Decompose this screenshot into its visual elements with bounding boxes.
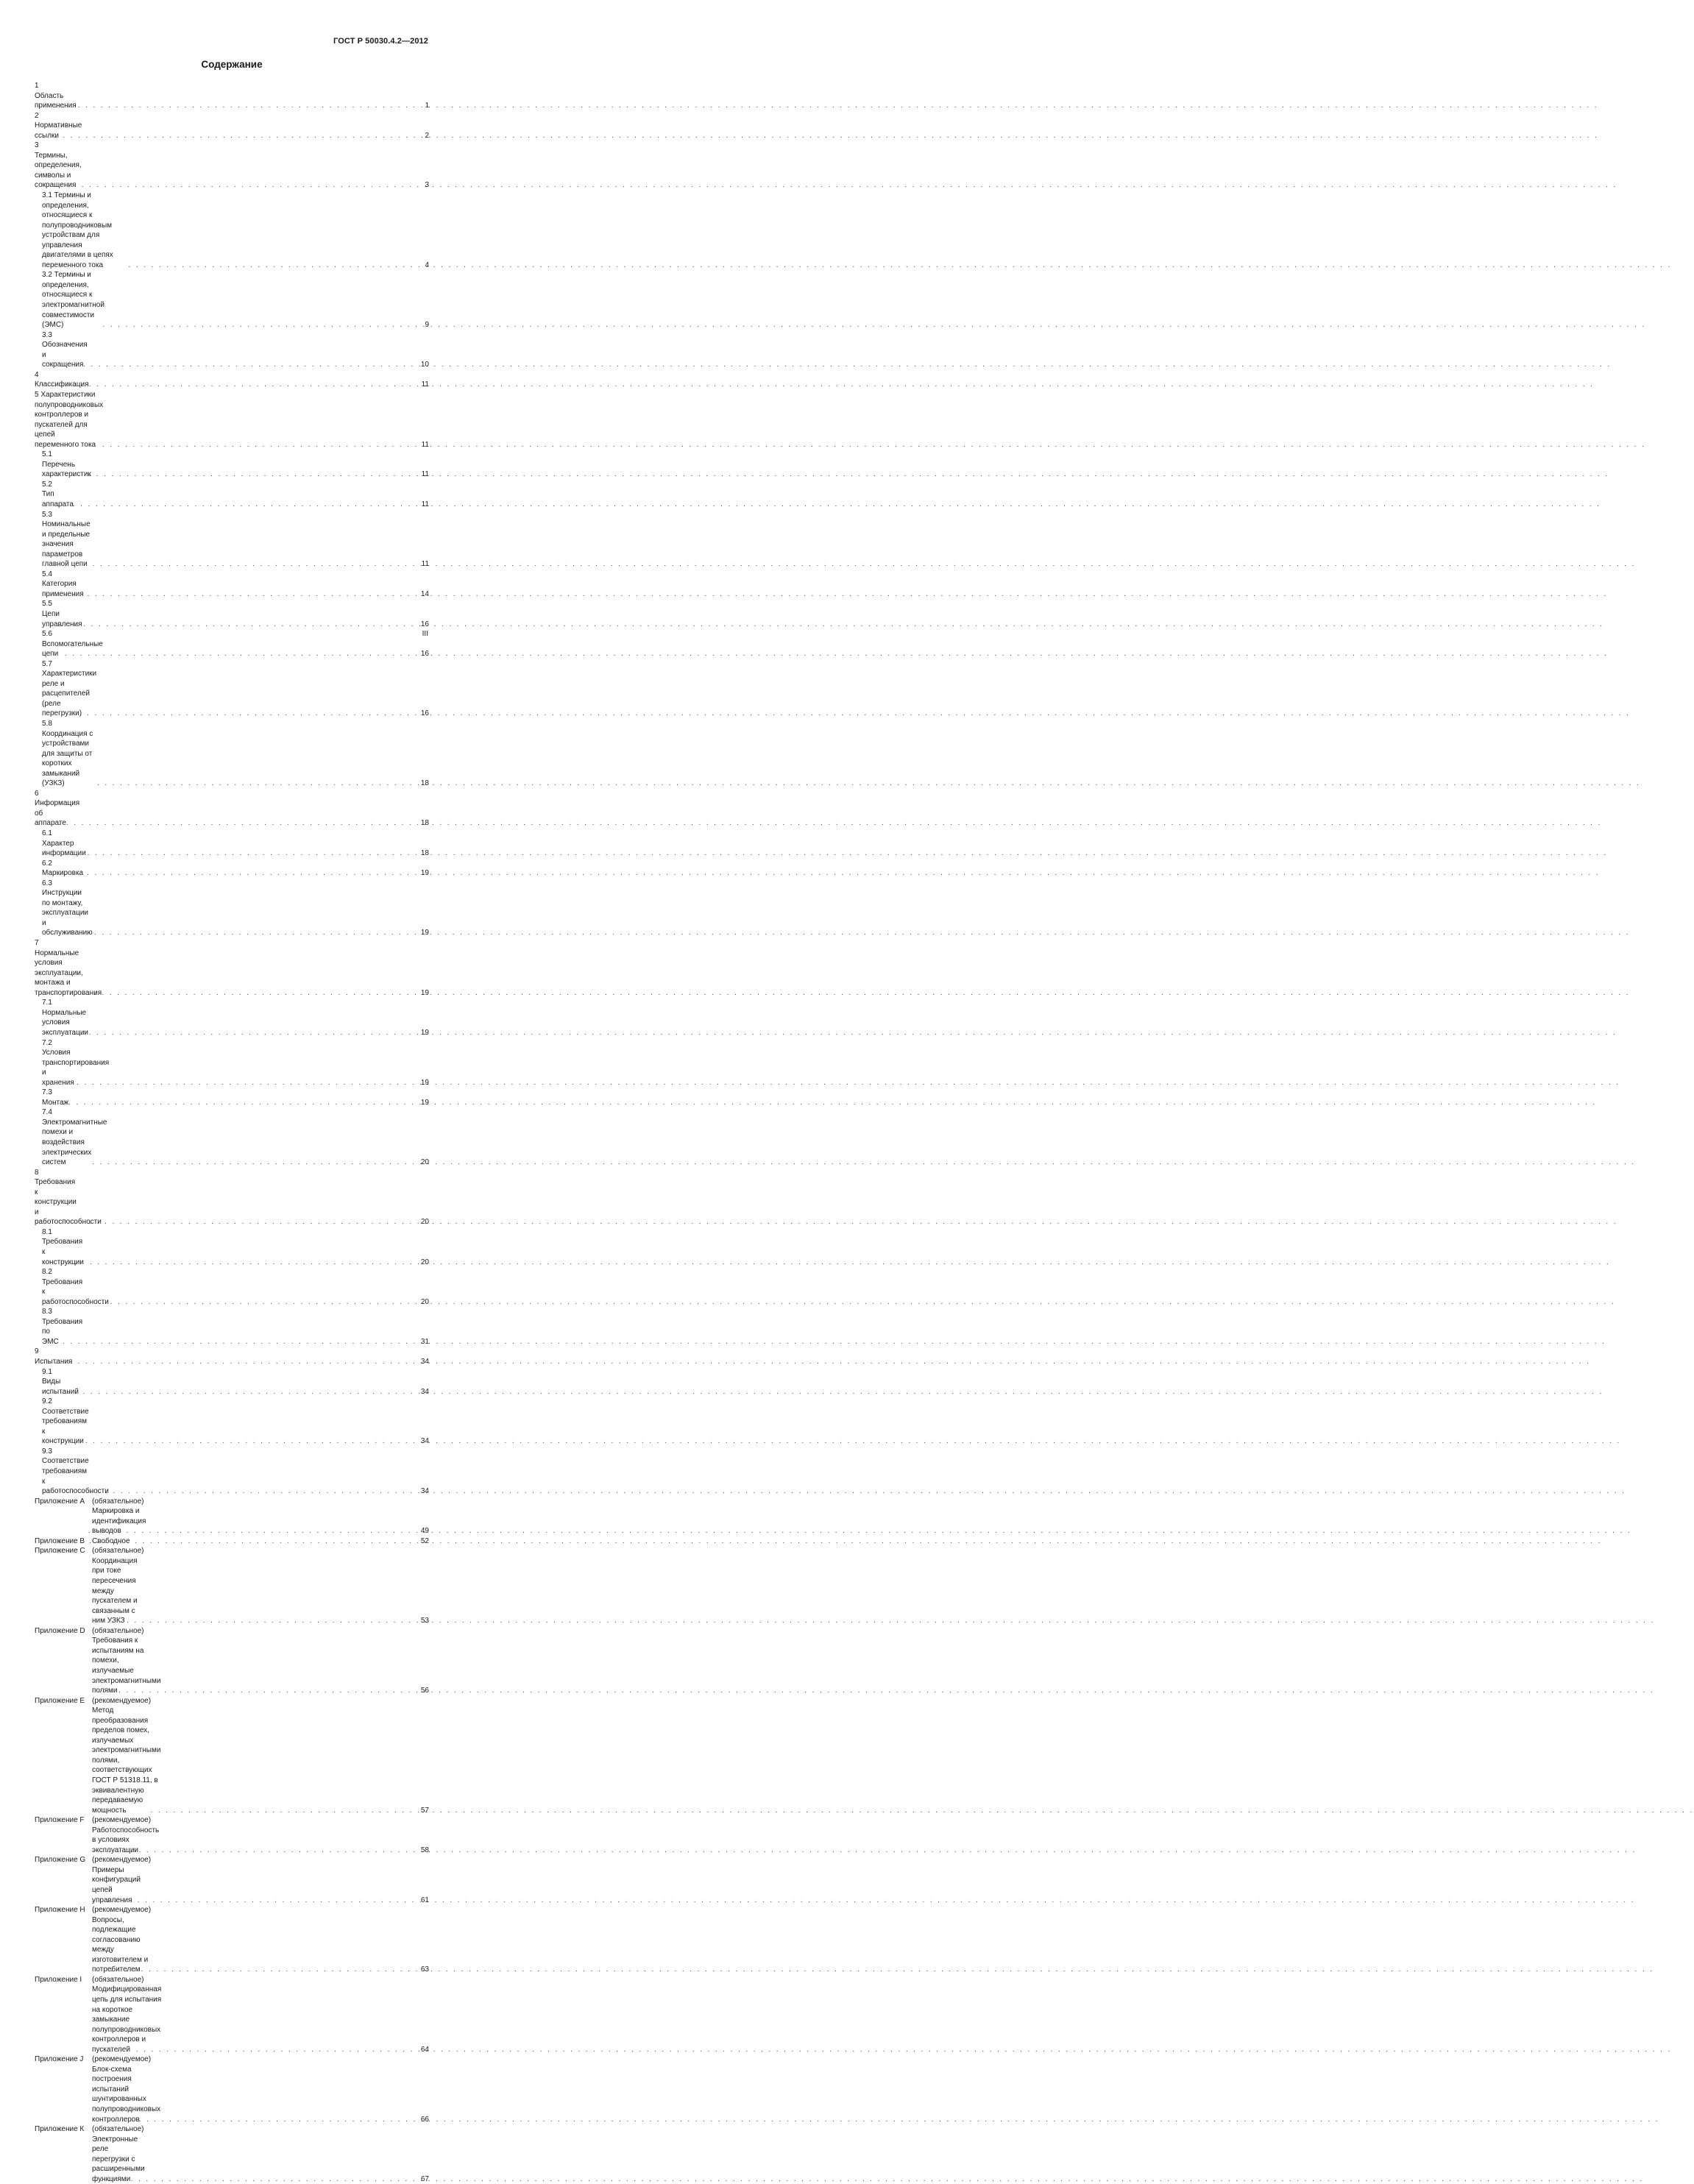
appendix-title: Свободное (92, 1536, 130, 1545)
dot-leader (128, 2045, 411, 2055)
toc-page-number: 11 (421, 380, 429, 389)
toc-page-number: 18 (420, 819, 429, 828)
dot-leader (65, 848, 411, 859)
dot-leader (150, 1806, 411, 1816)
appendix-title: (обязательное) Требования к испытаниям на помехи, излучаемые электромагнитными полями (92, 1626, 161, 1695)
toc-entry-title: 9.3 Соответствие требованиям к работоспособности (42, 1447, 109, 1496)
toc-entry[interactable] (35, 370, 429, 390)
toc-page-number: 19 (420, 1028, 429, 1037)
toc-entry-title: 5.5 Цепи управления (42, 600, 82, 628)
appendix-label: Приложение I (35, 1975, 82, 1984)
toc-page-number: 16 (420, 709, 429, 718)
toc-entry-title: 4 Классификация (35, 370, 89, 389)
toc-entry[interactable] (35, 1367, 429, 1397)
toc-entry-title: 5 Характеристики полупроводниковых контроллеров и пускателей для цепей переменного тока (35, 390, 104, 449)
toc-entry[interactable] (35, 829, 429, 859)
toc-entry[interactable] (35, 599, 429, 629)
dot-leader (82, 1486, 411, 1497)
toc-entry[interactable] (35, 270, 429, 330)
dot-leader (55, 131, 411, 141)
toc-entry[interactable] (35, 789, 429, 829)
toc-entry-title: 9.1 Виды испытаний (42, 1367, 79, 1396)
toc-entry-title (35, 1626, 161, 1696)
toc-entry-title: 7 Нормальные условия эксплуатации, монтажа и транспортирования (35, 939, 102, 997)
toc-page-number: 31 (420, 1337, 429, 1346)
dot-leader (87, 709, 411, 719)
dot-leader (77, 1078, 411, 1088)
toc-page-number: 34 (420, 1437, 429, 1446)
toc-page-number: 20 (420, 1158, 429, 1167)
toc-entry-title (35, 2124, 145, 2184)
dot-leader (65, 469, 411, 480)
appendix-label: Приложение Е (35, 1696, 85, 1705)
toc-entry-title: 8.1 Требования к конструкции (42, 1227, 84, 1266)
dot-leader (57, 868, 411, 879)
toc-entry[interactable] (35, 1447, 429, 1497)
toc-page-number: 52 (420, 1536, 429, 1545)
toc-entry-title: 2 Нормативные ссылки (35, 111, 82, 140)
toc-entry-title: 7.2 Условия транспортирования и хранения (42, 1038, 110, 1087)
dot-leader (67, 1258, 411, 1268)
toc-entry[interactable] (35, 1975, 429, 2054)
dot-leader (116, 2115, 411, 2125)
dot-leader (93, 559, 411, 570)
appendix-label: Приложение J (35, 2055, 84, 2064)
toc-entry[interactable] (35, 191, 429, 270)
toc-page-number: 18 (420, 849, 429, 858)
dot-leader (59, 818, 411, 829)
toc-entry-title: 7.3 Монтаж (42, 1088, 69, 1107)
toc-entry[interactable] (35, 2054, 429, 2124)
dot-leader (51, 380, 411, 390)
toc-page-number: 58 (420, 1846, 429, 1854)
appendix-label: Приложение D (35, 1626, 85, 1635)
dot-leader (65, 589, 411, 600)
toc-entry[interactable] (35, 1107, 429, 1167)
toc-entry-title: 5.8 Координация с устройствами для защиты от коротких замыканий (УЗКЗ) (42, 720, 93, 788)
toc-page-number: 34 (420, 1358, 429, 1366)
appendix-title: (обязательное) Координация при токе пересечения между пускателем и связанным с ним УЗКЗ (92, 1547, 144, 1625)
toc-page-number: 18 (420, 779, 429, 788)
toc-entry[interactable] (35, 1267, 429, 1307)
toc-entry[interactable] (35, 859, 429, 879)
toc-entry-title: 8.2 Требования к работоспособности (42, 1268, 109, 1306)
dot-leader (68, 360, 411, 370)
toc-entry[interactable] (35, 450, 429, 480)
toc-entry-title (35, 1536, 130, 1547)
dot-leader (60, 620, 411, 630)
toc-entry[interactable] (35, 1626, 429, 1696)
toc-entry-title: 6 Информация об аппарате (35, 789, 80, 828)
toc-page-number: 61 (420, 1896, 429, 1904)
appendix-label: Приложение F (35, 1816, 85, 1825)
dot-leader (55, 101, 411, 111)
toc-page-number: 34 (420, 1387, 429, 1396)
dot-leader (87, 928, 411, 938)
dot-leader (92, 1896, 411, 1906)
dot-leader (59, 1536, 411, 1547)
dot-leader (65, 649, 411, 659)
dot-leader (63, 1337, 411, 1347)
dot-leader (60, 1387, 411, 1397)
toc-page-number: 4 (425, 260, 429, 269)
toc-page-number: 10 (420, 361, 429, 369)
appendix-title: (обязательное) Электронные реле перегрузки с расширенными функциями (92, 2125, 145, 2183)
toc-entry-title (35, 1815, 160, 1855)
dot-leader (74, 180, 411, 191)
dot-leader (53, 1098, 411, 1108)
toc-page-number: 67 (420, 2174, 429, 2183)
toc-entry[interactable] (35, 111, 429, 141)
toc-entry-title: 9.2 Соответствие требованиям к конструкции (42, 1397, 89, 1446)
dot-leader (87, 988, 411, 999)
toc-entry-title: 5.2 Тип аппарата (42, 480, 74, 508)
toc-entry[interactable] (35, 1307, 429, 1347)
toc-entry-title: 6.2 Маркировка (42, 859, 84, 878)
toc-entry-title: 9 Испытания (35, 1347, 73, 1366)
toc-entry-title (35, 2054, 161, 2124)
toc-page-number: 49 (420, 1527, 429, 1536)
toc-entry[interactable] (35, 1905, 429, 1975)
dot-leader (92, 1157, 411, 1168)
appendix-title: (рекомендуемое) Блок-схема построения испытаний шунтированных полупроводниковых контроллеров (92, 2055, 161, 2124)
toc-entry[interactable] (35, 1038, 429, 1088)
toc-entry[interactable] (35, 629, 429, 659)
toc-page-number: 19 (420, 988, 429, 997)
appendix-title: (рекомендуемое) Вопросы, подлежащие согласованию между изготовителем и потребителем (92, 1906, 152, 1974)
appendix-title: (рекомендуемое) Примеры конфигураций цепей управления (92, 1856, 152, 1904)
dot-leader (97, 779, 411, 789)
toc-entry-title: 5.1 Перечень характеристик (42, 450, 91, 479)
toc-page-number: 11 (421, 440, 429, 449)
dot-leader (110, 1965, 411, 1975)
toc-entry-title: 3.1 Термины и определения, относящиеся к полупроводниковым устройствам для управления двигателями в цепях переменного тока (42, 191, 113, 269)
appendix-title: (рекомендуемое) Метод преобразования пределов помех, излучаемых электромагнитными полями, соответствующих ГОСТ Р 51318.11, в эквивалентную передаваемую мощность (92, 1696, 161, 1815)
appendix-label: Приложение С (35, 1547, 85, 1556)
toc-page-number: 19 (420, 929, 429, 937)
toc-page-number: 53 (420, 1617, 429, 1625)
toc-page-number: 16 (420, 620, 429, 628)
toc-page-number: 20 (420, 1218, 429, 1227)
toc-entry[interactable] (35, 1347, 429, 1366)
toc-entry[interactable] (35, 879, 429, 938)
dot-leader (57, 500, 411, 510)
toc-entry-title: 8 Требования к конструкции и работоспособности (35, 1168, 102, 1227)
toc-page-number: 2 (425, 131, 429, 140)
toc-entry-title: 5.7 Характеристики реле и расцепителей (реле перегрузки) (42, 659, 97, 718)
toc-page-number: 16 (420, 650, 429, 659)
dot-leader (111, 1616, 411, 1626)
toc-entry-title (35, 1696, 161, 1816)
appendix-label: Приложение А (35, 1497, 85, 1506)
toc-entry[interactable] (35, 938, 429, 998)
toc-entry[interactable] (35, 1546, 429, 1625)
dot-leader (78, 1436, 411, 1447)
toc-entry[interactable] (35, 1227, 429, 1267)
dot-leader (74, 1217, 411, 1227)
toc-entry-title (35, 1546, 144, 1625)
toc-entry[interactable] (35, 1696, 429, 1816)
appendix-label: Приложение К (35, 2125, 85, 2134)
toc-page-number: 20 (420, 1297, 429, 1306)
toc-entry-title: 5.3 Номинальные и предельные значения параметров главной цепи (42, 510, 91, 569)
toc-entry[interactable] (35, 570, 429, 600)
toc-entry-title: 7.4 Электромагнитные помехи и воздействия электрических систем (42, 1108, 107, 1167)
toc-entry-title: 3.2 Термины и определения, относящиеся к электромагнитной совместимости (ЭМС) (42, 271, 104, 330)
toc-page-number: 56 (420, 1687, 429, 1695)
toc-entry-title: 1 Область применения (35, 82, 77, 110)
dot-leader (93, 1846, 411, 1856)
dot-leader (72, 1297, 411, 1308)
toc-entry-title (35, 1975, 162, 2054)
toc-entry[interactable] (35, 659, 429, 719)
dot-leader (111, 1686, 411, 1696)
toc-page-number: 3 (425, 181, 429, 190)
toc-entry-title (35, 1905, 152, 1975)
document-id: ГОСТ Р 50030.4.2—2012 (333, 37, 428, 46)
toc-entry[interactable] (35, 998, 429, 1038)
toc-page-number: 63 (420, 1965, 429, 1974)
toc-entry[interactable] (35, 390, 429, 450)
toc-entry[interactable] (35, 1855, 429, 1905)
dot-leader (88, 1526, 411, 1536)
appendix-title: (обязательное) Маркировка и идентификация выводов (92, 1497, 146, 1536)
toc-entry[interactable] (35, 1088, 429, 1107)
toc-entry[interactable] (35, 480, 429, 510)
toc-entry[interactable] (35, 1397, 429, 1447)
toc-page-number: 19 (420, 1098, 429, 1107)
toc-page-number: 19 (420, 1078, 429, 1087)
toc-entry-title (35, 1855, 152, 1905)
toc-page-number: 57 (420, 1806, 429, 1815)
appendix-title: (рекомендуемое) Работоспособность в условиях эксплуатации (92, 1816, 160, 1854)
toc-page-number: 11 (421, 470, 429, 479)
appendix-label: Приложение Н (35, 1906, 85, 1915)
toc-page-number: 34 (420, 1487, 429, 1496)
toc-page-number: 64 (420, 2045, 429, 2054)
toc-page-number: 20 (420, 1258, 429, 1266)
dot-leader (128, 260, 411, 271)
toc-entry[interactable] (35, 1536, 429, 1547)
toc-page-number: 11 (421, 560, 429, 569)
toc-entry-title: 6.1 Характер информации (42, 829, 86, 858)
appendix-label: Приложение В (35, 1536, 85, 1545)
dot-leader (102, 440, 411, 450)
toc-page-number: 1 (425, 102, 429, 110)
dot-leader (47, 1357, 411, 1367)
toc-entry[interactable] (35, 141, 429, 191)
toc-entry[interactable] (35, 510, 429, 570)
toc-entry-title (35, 1497, 146, 1536)
toc-entry[interactable] (35, 81, 429, 111)
dot-leader (102, 320, 411, 330)
toc-page-number: 66 (420, 2115, 429, 2124)
toc-page-number: 19 (420, 869, 429, 878)
toc-entry[interactable] (35, 2124, 429, 2184)
dot-leader (74, 1028, 411, 1038)
toc-entry-title: 5.6 Вспомогательные цепи (42, 630, 103, 659)
page-title: Содержание (201, 59, 263, 70)
toc-page-number: 14 (420, 589, 429, 598)
dot-leader (100, 2174, 411, 2184)
toc-entry-title: 5.4 Категория применения (42, 570, 84, 598)
appendix-title: (обязательное) Модифицированная цепь для испытания на короткое замыкание полупроводниковых контроллеров и пускателей (92, 1975, 162, 2054)
toc-page-number: 9 (425, 321, 429, 330)
toc-entry[interactable] (35, 1815, 429, 1855)
toc-entry[interactable] (35, 330, 429, 370)
toc-entry-title: 7.1 Нормальные условия эксплуатации (42, 999, 88, 1037)
toc-entry-title: 3.3 Обозначения и сокращения (42, 330, 88, 369)
toc-page-number: 11 (421, 500, 429, 508)
toc-entry-title: 8.3 Требования по ЭМС (42, 1308, 83, 1346)
toc-entry[interactable] (35, 719, 429, 789)
page-number: III (422, 630, 428, 638)
table-of-contents (35, 81, 429, 2184)
toc-entry-title: 6.3 Инструкции по монтажу, эксплуатации и обслуживанию (42, 879, 93, 937)
appendix-label: Приложение G (35, 1856, 86, 1865)
toc-entry-title: 3 Термины, определения, символы и сокращения (35, 141, 82, 190)
toc-entry[interactable] (35, 1497, 429, 1536)
toc-entry[interactable] (35, 1168, 429, 1227)
